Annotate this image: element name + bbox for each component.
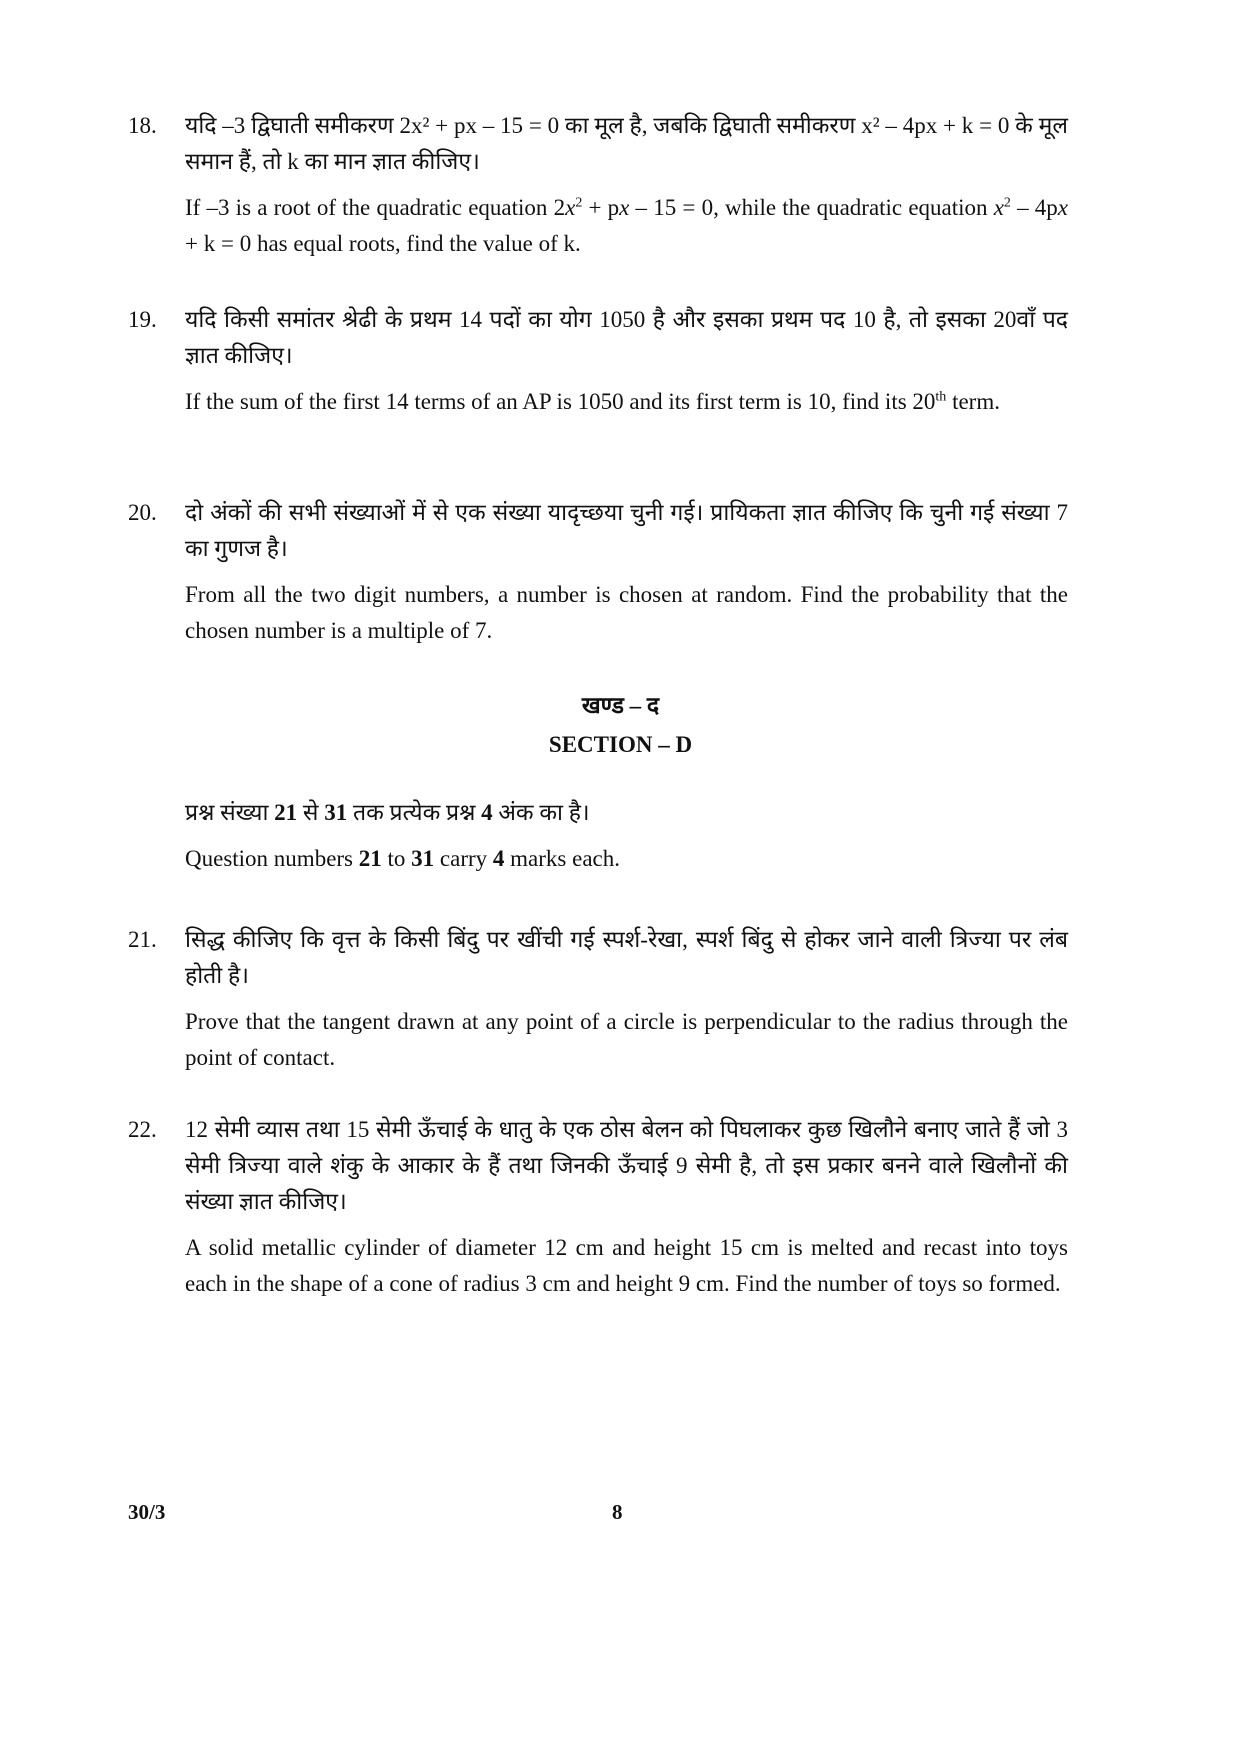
question-number: 19. [128,307,157,332]
question-text-english: If –3 is a root of the quadratic equation $2x^2$ + px – 15 = 0, while the quadratic equation $x^2 - 4px + k = 0$ has equal roots, find the value of k. [185,195,1069,256]
question-text-hindi: यदि –3 द्विघाती समीकरण 2x² + px – 15 = 0 का मूल है, जबकि द्विघाती समीकरण x² – 4px + k = 0 के मूल समान हैं, तो k का मान ज्ञात कीजिए। [185,113,1068,174]
question-body [185,108,1068,262]
question-body [185,495,1068,649]
question-body [185,1112,1068,1302]
question-text-english: A solid metallic cylinder of diameter 12 cm and height 15 cm is melted and recast into toys each in the shape of a cone of radius 3 cm and height 9 cm. Find the number of toys so formed. [185,1235,1068,1296]
section-instructions [185,795,1065,887]
page-number: 8 [612,1500,623,1524]
question-text-hindi: दो अंकों की सभी संख्याओं में से एक संख्या यादृच्छया चुनी गई। प्रायिकता ज्ञात कीजिए कि चुनी गई संख्या 7 का गुणज है। [185,500,1068,561]
question-body [185,922,1068,1076]
question-body [185,302,1068,420]
section-title-english: SECTION – D [548,732,693,757]
section-title-hindi: खण्ड – द [581,693,660,718]
instruction-hindi: प्रश्न संख्या 21 से 31 तक प्रत्येक प्रश्न 4 अंक का है। [185,800,590,825]
question-text-english: If the sum of the first 14 terms of an AP is 1050 and its first term is 10, find its 20th term. [185,389,1000,414]
question-text-english: From all the two digit numbers, a number is chosen at random. Find the probability that the chosen number is a multiple of 7. [185,582,1068,643]
question-number: 20. [128,500,157,525]
question-text-hindi: 12 सेमी व्यास तथा 15 सेमी ऊँचाई के धातु के एक ठोस बेलन को पिघलाकर कुछ खिलौने बनाए जाते हैं जो 3 सेमी त्रिज्या वाले शंकु के आकार के हैं तथा जिनकी ऊँचाई 9 सेमी है, तो इस प्रकार बनने वाले खिलौनों की संख्या ज्ञात कीजिए। [185,1117,1068,1214]
question-number: 18. [128,113,157,138]
question-number: 22. [128,1117,157,1142]
question-number: 21. [128,927,157,952]
instruction-english: Question numbers 21 to 31 carry 4 marks each. [185,846,620,871]
question-text-hindi: सिद्ध कीजिए कि वृत्त के किसी बिंदु पर खींची गई स्पर्श-रेखा, स्पर्श बिंदु से होकर जाने वाली त्रिज्या पर लंब होती है। [185,927,1068,988]
question-text-english: Prove that the tangent drawn at any point of a circle is perpendicular to the radius through the point of contact. [185,1009,1068,1070]
question-text-hindi: यदि किसी समांतर श्रेढी के प्रथम 14 पदों का योग 1050 है और इसका प्रथम पद 10 है, तो इसका 20वाँ पद ज्ञात कीजिए। [185,307,1068,368]
paper-code: 30/3 [128,1500,166,1524]
